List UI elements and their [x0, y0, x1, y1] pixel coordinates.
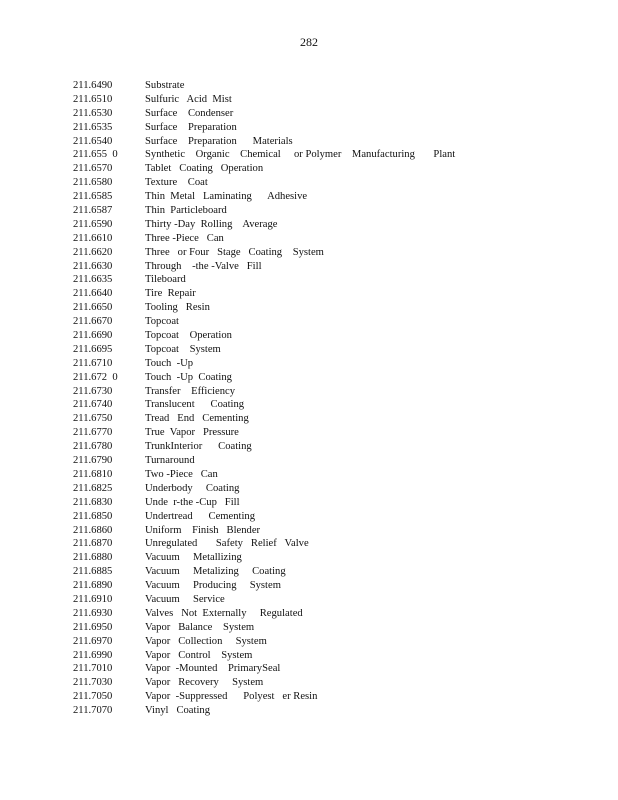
defined-term: Surface Preparation Materials [145, 135, 293, 147]
list-item [73, 398, 593, 412]
defined-term: Surface Preparation [145, 121, 237, 133]
section-number: 211.6825 [73, 482, 113, 494]
list-item [73, 329, 593, 343]
defined-term: Transfer Efficiency [145, 385, 236, 397]
defined-term: Vapor -Suppressed Polyest er Resin [145, 691, 318, 703]
section-number: 211.6670 [73, 316, 113, 328]
defined-term: Vapor Balance System [145, 621, 255, 633]
list-item [73, 107, 593, 121]
section-number: 211.6510 [73, 93, 113, 105]
list-item [73, 565, 593, 579]
section-number: 211.6870 [73, 538, 113, 550]
list-item [73, 343, 593, 357]
defined-term: Vacuum Service [145, 593, 225, 605]
defined-term: Tread End Cementing [145, 413, 249, 425]
defined-term: Three or Four Stage Coating System [145, 246, 324, 258]
defined-term: Topcoat System [145, 343, 221, 355]
section-number: 211.6740 [73, 399, 113, 411]
list-item [73, 135, 593, 149]
section-number: 211.7030 [73, 677, 113, 689]
section-number: 211.672 0 [73, 371, 118, 383]
list-item [73, 524, 593, 538]
section-number: 211.7050 [73, 691, 113, 703]
defined-term: Texture Coat [145, 177, 208, 189]
defined-term: Unregulated Safety Relief Valve [145, 538, 309, 550]
list-item [73, 649, 593, 663]
defined-term: Turnaround [145, 455, 195, 467]
section-number: 211.6750 [73, 413, 113, 425]
defined-term: Vapor Control System [145, 649, 253, 661]
defined-term: Thin Metal Laminating Adhesive [145, 191, 308, 203]
section-number: 211.6880 [73, 552, 113, 564]
list-item [73, 273, 593, 287]
list-item [73, 690, 593, 704]
defined-term: Vinyl Coating [145, 705, 210, 717]
section-number: 211.6710 [73, 357, 113, 369]
list-item [73, 232, 593, 246]
defined-term: Underbody Coating [145, 482, 240, 494]
list-item [73, 357, 593, 371]
list-item [73, 412, 593, 426]
defined-term: Three -Piece Can [145, 232, 224, 244]
defined-term: Touch -Up Coating [145, 371, 232, 383]
defined-term: Vacuum Metallizing [145, 552, 242, 564]
list-item [73, 704, 593, 718]
section-number: 211.6535 [73, 121, 113, 133]
section-number: 211.6790 [73, 455, 113, 467]
page-number: 282 [300, 35, 318, 49]
list-item [73, 260, 593, 274]
list-item [73, 621, 593, 635]
defined-term: Vacuum Producing System [145, 580, 281, 592]
section-number: 211.6950 [73, 621, 113, 633]
section-number: 211.6570 [73, 163, 113, 175]
list-item [73, 537, 593, 551]
defined-term: Thirty -Day Rolling Average [145, 218, 278, 230]
section-number: 211.6490 [73, 80, 113, 91]
defined-term: Thin Particleboard [145, 205, 227, 217]
section-number: 211.6780 [73, 441, 113, 453]
defined-term: Surface Condenser [145, 107, 234, 119]
section-number: 211.6640 [73, 288, 113, 300]
defined-term: Tablet Coating Operation [145, 163, 264, 175]
section-number: 211.6885 [73, 566, 113, 578]
list-item [73, 176, 593, 190]
defined-term: Tire Repair [145, 288, 196, 300]
section-number: 211.6910 [73, 593, 113, 605]
defined-term: Synthetic Organic Chemical or Polymer Manufacturing Plant [145, 149, 456, 161]
section-number: 211.7070 [73, 705, 113, 717]
list-item [73, 79, 593, 93]
defined-term: Sulfuric Acid Mist [145, 93, 232, 105]
list-item [73, 593, 593, 607]
defined-term: Unde r-the -Cup Fill [145, 496, 240, 508]
defined-term: Tooling Resin [145, 302, 210, 314]
section-number: 211.6580 [73, 177, 113, 189]
section-number: 211.655 0 [73, 149, 118, 161]
list-item [73, 218, 593, 232]
list-item [73, 315, 593, 329]
section-number: 211.6620 [73, 246, 113, 258]
list-item [73, 607, 593, 621]
list-item [73, 496, 593, 510]
list-item [73, 662, 593, 676]
defined-term: Substrate [145, 80, 185, 91]
section-number: 211.6587 [73, 205, 113, 217]
section-number: 211.6990 [73, 649, 113, 661]
section-number: 211.6890 [73, 580, 113, 592]
section-number: 211.6610 [73, 232, 113, 244]
section-number: 211.6810 [73, 468, 113, 480]
defined-term: Topcoat Operation [145, 330, 232, 342]
defined-term: TrunkInterior Coating [145, 441, 252, 453]
list-item [73, 635, 593, 649]
defined-term: Vapor -Mounted PrimarySeal [145, 663, 281, 675]
defined-term: Two -Piece Can [145, 468, 218, 480]
defined-term: Uniform Finish Blender [145, 524, 261, 536]
list-item [73, 482, 593, 496]
section-number: 211.6730 [73, 385, 113, 397]
defined-term: Translucent Coating [145, 399, 245, 411]
list-item [73, 371, 593, 385]
defined-term: Touch -Up [145, 357, 194, 369]
defined-term: True Vapor Pressure [145, 427, 239, 439]
defined-term: Vapor Recovery System [145, 677, 264, 689]
list-item [73, 510, 593, 524]
list-item [73, 148, 593, 162]
list-item [73, 676, 593, 690]
list-item [73, 579, 593, 593]
list-item [73, 190, 593, 204]
list-item [73, 468, 593, 482]
section-number: 211.6585 [73, 191, 113, 203]
section-number: 211.6770 [73, 427, 113, 439]
section-number: 211.6850 [73, 510, 113, 522]
list-item [73, 440, 593, 454]
defined-term: Topcoat [145, 316, 179, 328]
defined-term: Undertread Cementing [145, 510, 256, 522]
section-number: 211.6635 [73, 274, 113, 286]
defined-term: Through -the -Valve Fill [145, 260, 262, 272]
list-item [73, 93, 593, 107]
section-number: 211.7010 [73, 663, 113, 675]
section-number: 211.6930 [73, 607, 113, 619]
definitions-list [73, 79, 593, 718]
list-item [73, 162, 593, 176]
list-item [73, 454, 593, 468]
section-number: 211.6540 [73, 135, 113, 147]
defined-term: Vacuum Metalizing Coating [145, 566, 286, 578]
list-item [73, 385, 593, 399]
section-number: 211.6860 [73, 524, 113, 536]
list-item [73, 287, 593, 301]
list-item [73, 301, 593, 315]
section-number: 211.6695 [73, 343, 113, 355]
defined-term: Valves Not Externally Regulated [145, 607, 303, 619]
section-number: 211.6650 [73, 302, 113, 314]
section-number: 211.6970 [73, 635, 113, 647]
section-number: 211.6690 [73, 330, 113, 342]
section-number: 211.6830 [73, 496, 113, 508]
defined-term: Vapor Collection System [145, 635, 267, 647]
list-item [73, 246, 593, 260]
list-item [73, 121, 593, 135]
section-number: 211.6590 [73, 218, 113, 230]
section-number: 211.6630 [73, 260, 113, 272]
list-item [73, 204, 593, 218]
defined-term: Tileboard [145, 274, 186, 286]
section-number: 211.6530 [73, 107, 113, 119]
list-item [73, 426, 593, 440]
list-item [73, 551, 593, 565]
